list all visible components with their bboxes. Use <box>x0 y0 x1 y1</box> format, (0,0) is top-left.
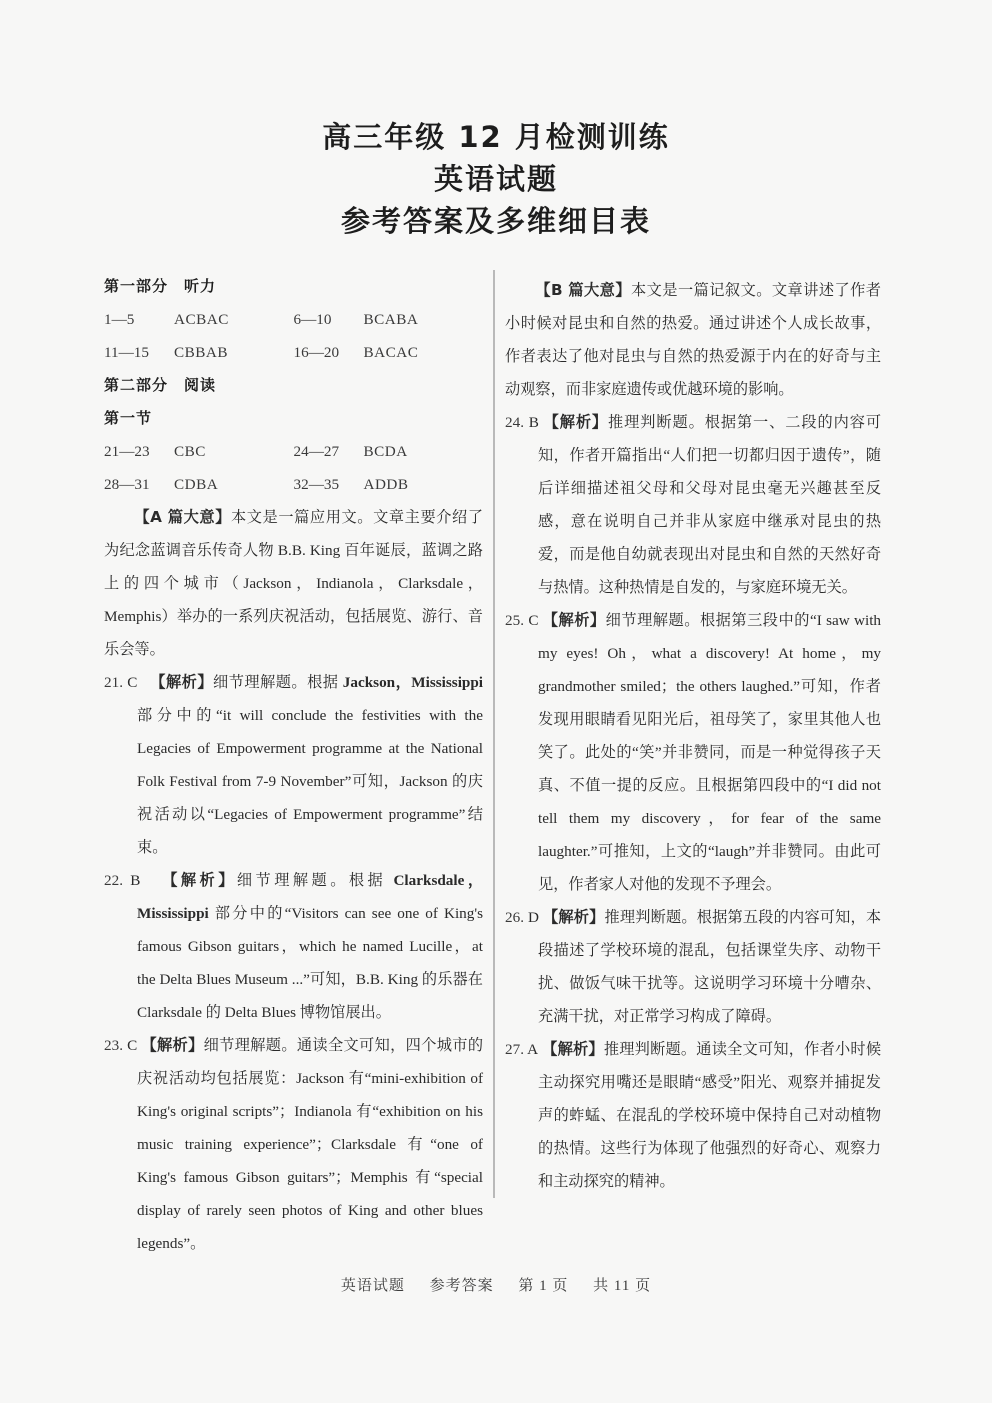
item-number: 26. <box>505 909 524 926</box>
item-number: 21. <box>104 674 123 691</box>
item-number: 25. <box>505 612 524 629</box>
passage-b-summary <box>505 274 881 406</box>
answer-row <box>104 336 483 369</box>
item-text: 细节理解题。根据 <box>213 674 343 691</box>
title-line-2: 英语试题 <box>433 162 558 196</box>
item-bold-ref: Jackson，Mississippi <box>342 674 484 691</box>
analysis-label: 【解析】 <box>542 1040 604 1058</box>
part2-heading: 第二部分 阅读 <box>104 376 217 394</box>
right-column <box>493 270 881 1198</box>
answer-group <box>104 468 294 501</box>
page-footer <box>0 1274 992 1328</box>
item-bold-ref: Clarksdale，Mississippi <box>137 872 484 922</box>
answer-group <box>104 435 294 468</box>
item-answer: D <box>527 909 539 926</box>
item-text: 细节理解题。根据第三段中的“I saw with my eyes! Oh，what a discovery! At home，my grandmother smiled；the others laughed.”可知，作者发现用眼睛看见阳光后，祖母笑了，家里其他人也笑了。此处的“笑”并非赞同，而是一种觉得孩子天真、不值一提的反应。且根据第四段中的“I did not tell them my discovery，for fear of the same laughter.”可推知，上文的“laugh”并非赞同。由此可见，作者家人对他的发现不予理会。 <box>538 612 882 893</box>
item-text: 推理判断题。根据第五段的内容可知，本段描述了学校环境的混乱，包括课堂失序、动物干扰、做饭气味干扰等。这说明学习环境十分嘈杂、充满干扰，对正常学习构成了障碍。 <box>538 909 882 1025</box>
item-answer: A <box>527 1041 539 1058</box>
passage-b-label: 【B 篇大意】 <box>535 281 631 299</box>
item-text: 细节理解题。根据 <box>236 872 394 889</box>
answer-group <box>294 435 484 468</box>
item-text: 推理判断题。通读全文可知，作者小时候主动探究用嘴还是眼睛“感受”阳光、观察并捕捉发声的蚱蜢、在混乱的学校环境中保持自己对动植物的热情。这些行为体现了他强烈的好奇心、观察力和主动探究的精神。 <box>538 1041 882 1190</box>
passage-a-summary <box>104 501 483 666</box>
answer-row <box>104 468 483 501</box>
analysis-item <box>104 1029 483 1260</box>
passage-a-label: 【A 篇大意】 <box>134 508 231 526</box>
answer-value: BACAC <box>363 344 419 361</box>
answer-group <box>294 303 484 336</box>
answer-range: 24—27 <box>293 443 340 460</box>
analysis-label: 【解析】 <box>542 611 606 629</box>
item-answer: B <box>130 872 141 889</box>
answer-value: ACBAC <box>174 311 229 328</box>
answer-range: 11—15 <box>104 344 149 361</box>
section1-heading: 第一节 <box>104 409 153 427</box>
title-line-1: 高三年级 12 月检测训练 <box>322 120 670 154</box>
document-title <box>0 0 992 242</box>
answer-value: CBC <box>174 443 206 460</box>
left-column <box>104 270 489 1260</box>
answer-value: BCDA <box>363 443 408 460</box>
item-number: 22. <box>104 872 123 889</box>
footer-page-number: 第 1 页 <box>518 1278 569 1294</box>
analysis-label: 【解析】 <box>543 413 609 431</box>
item-text: 部分中的“it will conclude the festivities with the Legacies of Empowerment programme at the National Folk Festival from 7-9 November”可知，Jackson 的庆祝活动以“Legacies of Empowerment programme”结束。 <box>137 707 483 856</box>
answer-range: 6—10 <box>293 311 332 328</box>
answer-range: 21—23 <box>104 443 150 460</box>
answer-range: 16—20 <box>293 344 340 361</box>
answer-group <box>294 468 484 501</box>
analysis-label: 【解析】 <box>542 908 605 926</box>
footer-subject: 英语试题 <box>340 1278 405 1294</box>
item-answer: C <box>127 674 138 691</box>
item-number: 27. <box>505 1041 524 1058</box>
title-line-3: 参考答案及多维细目表 <box>340 204 651 238</box>
item-text: 细节理解题。通读全文可知，四个城市的庆祝活动均包括展览：Jackson 有“mini-exhibition of King's original scripts”；Indianola 有“exhibition on his music training experience”；Clarksdale 有“one of King's famous Gibson guitars”；Memphis 有“special display of rarely seen photos of King and other blues legends”。 <box>137 1037 484 1252</box>
analysis-label: 【解析】 <box>150 673 214 691</box>
two-column-body <box>0 270 992 1260</box>
analysis-item <box>104 864 483 1029</box>
analysis-item <box>104 666 483 864</box>
item-answer: B <box>528 414 539 431</box>
item-number: 24. <box>505 414 524 431</box>
item-number: 23. <box>104 1037 123 1054</box>
answer-row <box>104 303 483 336</box>
answer-value: BCABA <box>363 311 419 328</box>
item-answer: C <box>528 612 539 629</box>
passage-b-text: 本文是一篇记叙文。文章讲述了作者小时候对昆虫和自然的热爱。通过讲述个人成长故事，作者表达了他对昆虫与自然的热爱源于内在的好奇与主动观察，而非家庭遗传或优越环境的影响。 <box>505 282 881 398</box>
passage-a-text: 本文是一篇应用文。文章主要介绍了为纪念蓝调音乐传奇人物 B.B. King 百年诞辰，蓝调之路上的四个城市（Jackson，Indianola，Clarksdale，Memphis）举办的一系列庆祝活动，包括展览、游行、音乐会等。 <box>104 509 484 658</box>
analysis-item <box>505 901 881 1033</box>
answer-group <box>294 336 484 369</box>
answer-value: ADDB <box>363 476 409 493</box>
item-text: 推理判断题。根据第一、二段的内容可知，作者开篇指出“人们把一切都归因于遗传”，随后详细描述祖父母和父母对昆虫毫无兴趣甚至反感，意在说明自己并非从家庭中继承对昆虫的热爱，而是他自幼就表现出对昆虫和自然的天然好奇与热情。这种热情是自发的，与家庭环境无关。 <box>538 414 882 596</box>
analysis-label: 【解析】 <box>162 871 237 889</box>
analysis-item <box>505 406 881 604</box>
analysis-label: 【解析】 <box>141 1036 204 1054</box>
answer-range: 1—5 <box>104 311 135 328</box>
answer-row <box>104 435 483 468</box>
footer-total-pages: 共 11 页 <box>593 1278 652 1294</box>
analysis-item <box>505 604 881 901</box>
answer-group <box>104 303 294 336</box>
analysis-item <box>505 1033 881 1198</box>
answer-value: CDBA <box>174 476 219 493</box>
answer-group <box>104 336 294 369</box>
answer-value: CBBAB <box>174 344 228 361</box>
footer-doc: 参考答案 <box>429 1278 494 1294</box>
item-text: 部分中的“Visitors can see one of King's famous Gibson guitars，which he named Lucille，at the Delta Blues Museum ...”可知，B.B. King 的乐器在 Clarksdale 的 Delta Blues 博物馆展出。 <box>137 905 483 1021</box>
item-answer: C <box>127 1037 138 1054</box>
part1-heading: 第一部分 听力 <box>104 277 217 295</box>
answer-range: 28—31 <box>104 476 150 493</box>
answer-range: 32—35 <box>293 476 340 493</box>
